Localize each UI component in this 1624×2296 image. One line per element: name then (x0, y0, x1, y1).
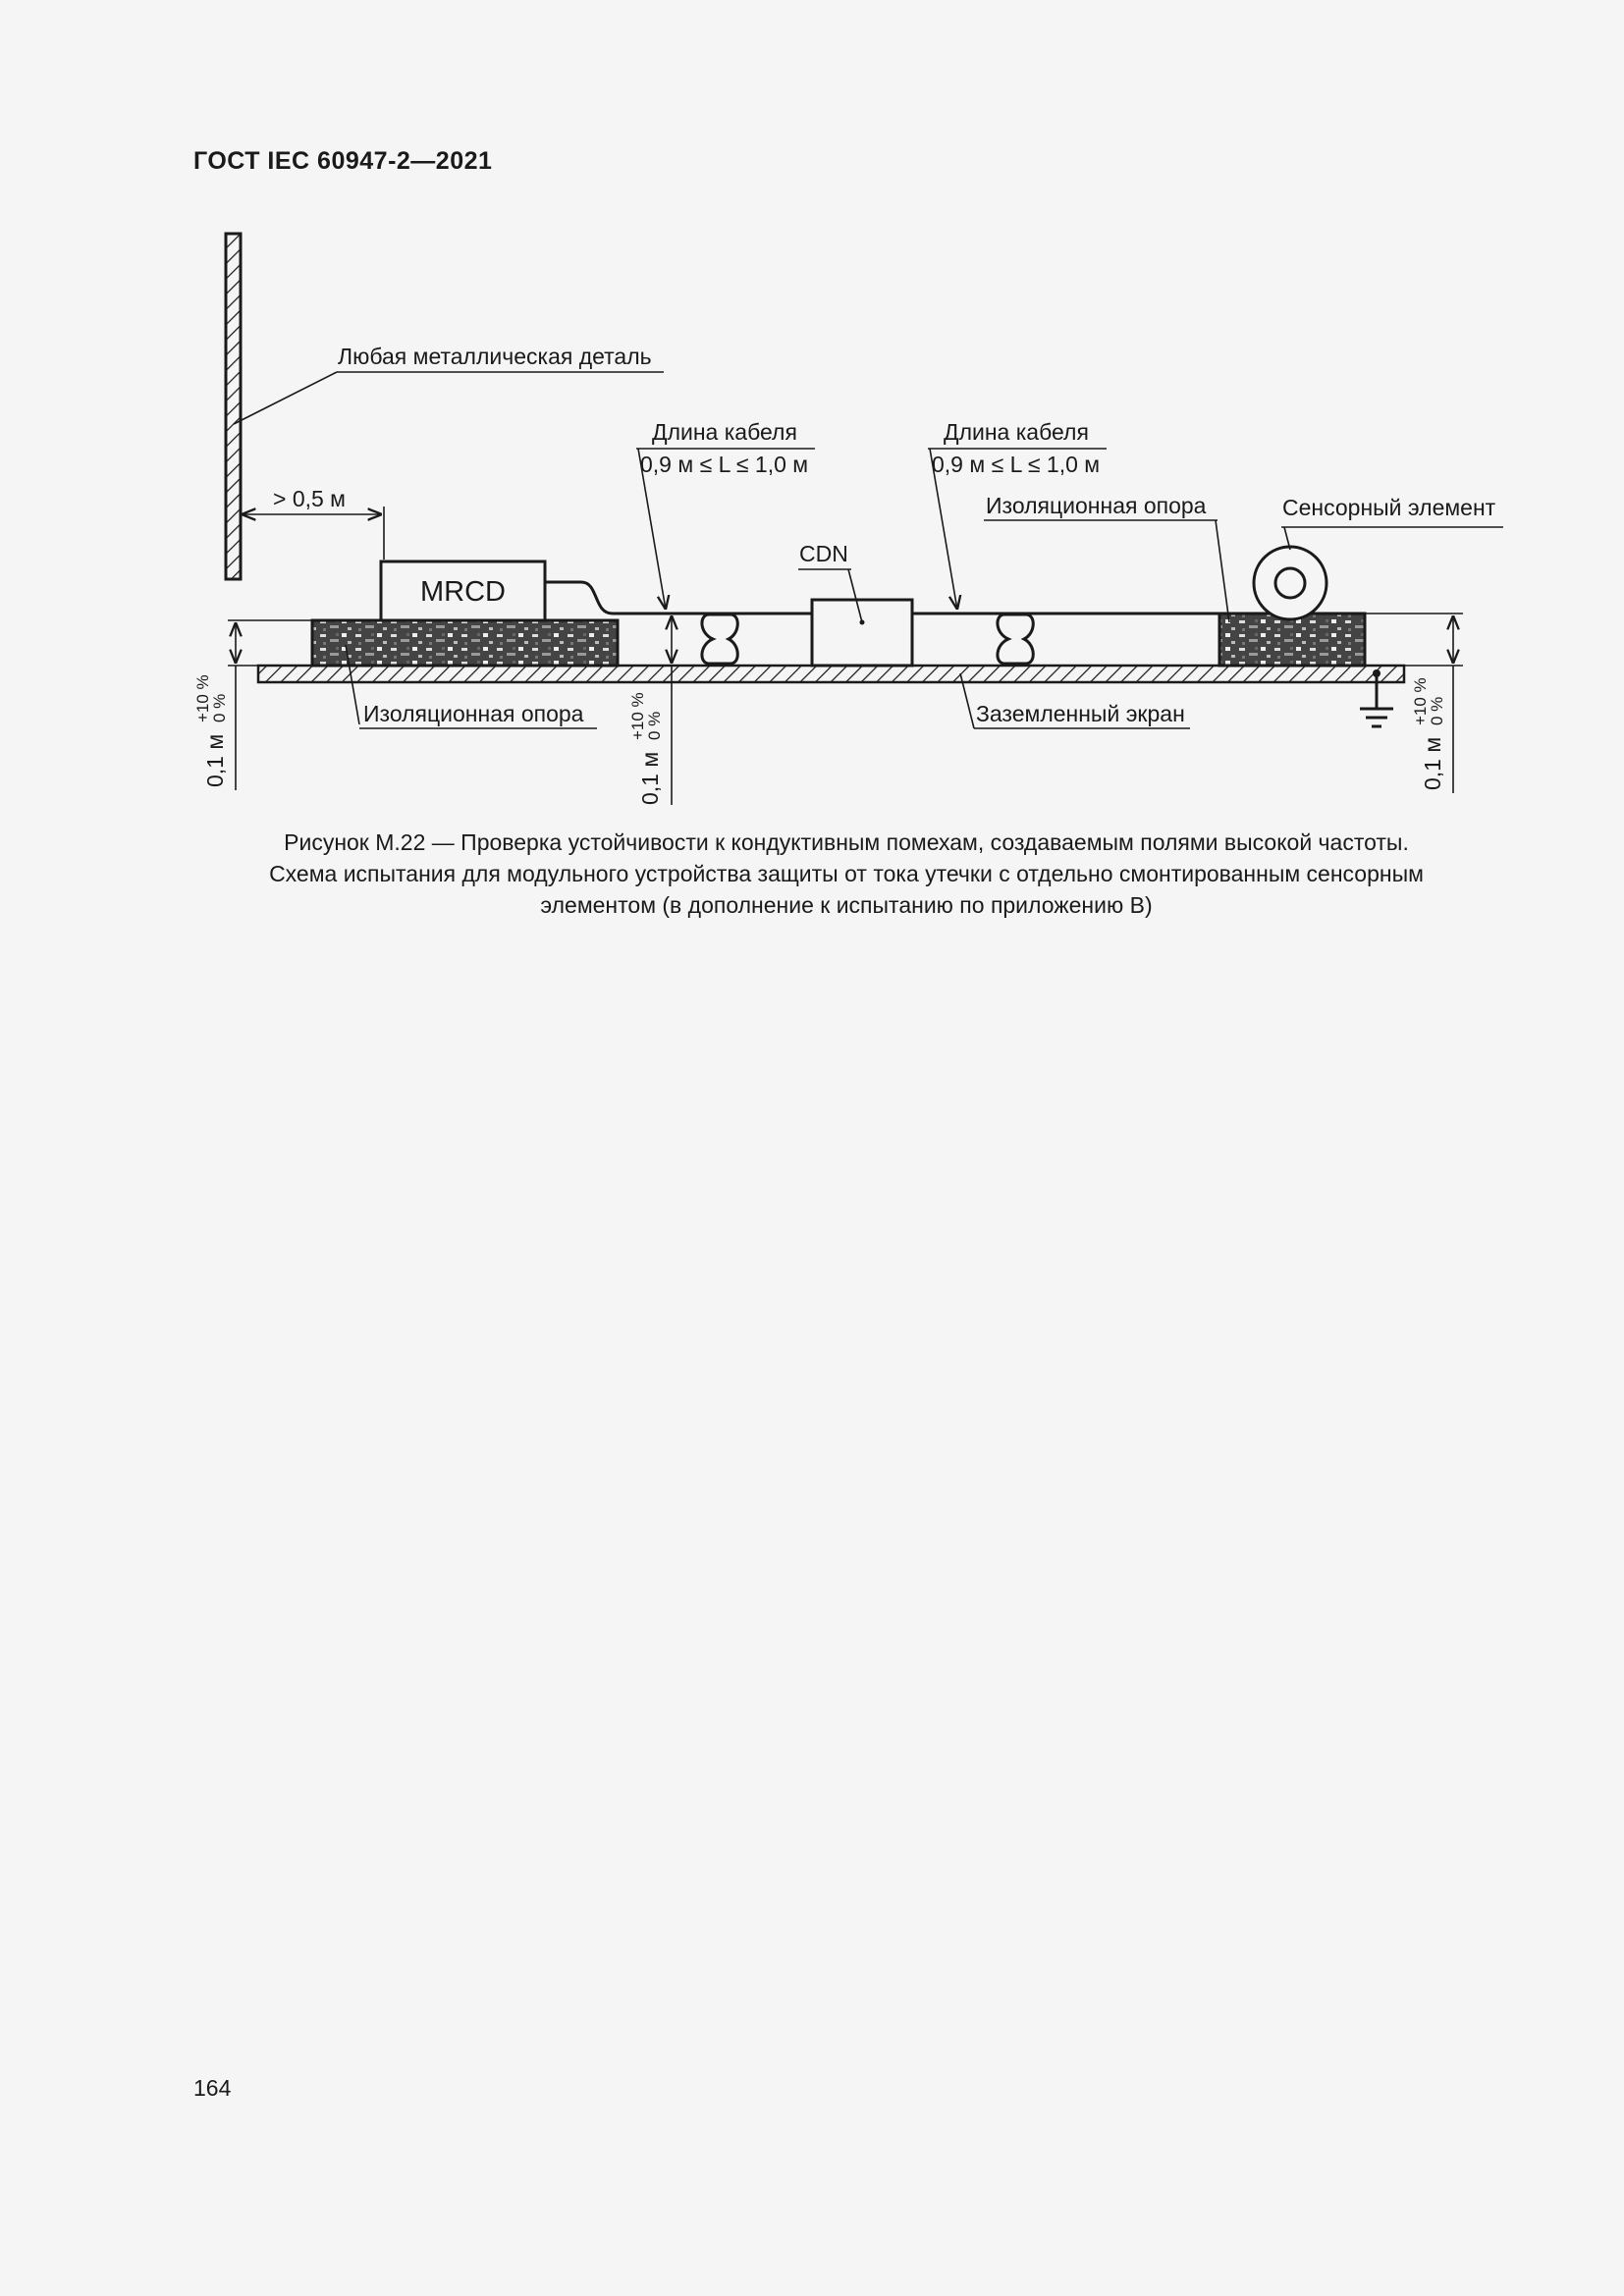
ferrite-clamp-left (702, 614, 737, 664)
grounded-screen-label: Заземленный экран (976, 701, 1185, 726)
cable-length-2-title: Длина кабеля (944, 419, 1089, 445)
grounded-screen (258, 666, 1404, 682)
caption-line-1: Рисунок М.22 — Проверка устойчивости к кондуктивным помехам, создаваемым полями высокой частоты. (284, 829, 1409, 855)
height-right-value: 0,1 м (1420, 736, 1445, 790)
height-mid-text (628, 692, 664, 805)
caption-line-3: элементом (в дополнение к испытанию по приложению В) (540, 892, 1153, 918)
height-right-tol-plus: +10 % (1411, 677, 1430, 725)
height-mid-value: 0,1 м (637, 751, 663, 805)
caption-line-2: Схема испытания для модульного устройства защиты от тока утечки с отдельно смонтированным сенсорным (269, 861, 1424, 886)
height-left-text (193, 674, 229, 787)
document-header: ГОСТ IEC 60947-2—2021 (193, 147, 493, 175)
height-mid-tol-plus: +10 % (628, 692, 647, 740)
test-setup-diagram (0, 0, 1624, 844)
metal-part-label: Любая металлическая деталь (338, 344, 652, 369)
page-number: 164 (193, 2075, 232, 2101)
cdn-box (812, 600, 912, 666)
insulating-top-leader (1216, 520, 1229, 622)
insulating-support-bottom-label: Изоляционная опора (363, 701, 584, 726)
insulating-support-left (312, 620, 618, 666)
cdn-label: CDN (799, 541, 848, 566)
metal-wall (226, 234, 241, 579)
height-left-value: 0,1 м (202, 733, 228, 787)
cable-length-1-range: 0,9 м ≤ L ≤ 1,0 м (640, 452, 809, 477)
metal-part-leader (234, 372, 337, 424)
cable-length-1-title: Длина кабеля (652, 419, 797, 445)
distance-label: > 0,5 м (273, 486, 346, 511)
figure-caption (147, 827, 1545, 921)
height-right-text (1411, 677, 1446, 790)
height-left-tol-plus: +10 % (193, 674, 212, 722)
height-left-tol-zero: 0 % (210, 693, 229, 722)
earth-ground-icon (1360, 709, 1393, 726)
insulating-support-top-label: Изоляционная опора (986, 493, 1207, 518)
mrcd-label: MRCD (420, 576, 506, 608)
height-right-tol-zero: 0 % (1428, 696, 1446, 725)
sensor-inner-ring (1275, 568, 1305, 598)
height-mid-tol-zero: 0 % (645, 711, 664, 740)
sensor-label: Сенсорный элемент (1282, 495, 1496, 520)
insulating-support-right (1219, 614, 1365, 666)
cable-length-2-range: 0,9 м ≤ L ≤ 1,0 м (932, 452, 1101, 477)
ferrite-clamp-right (998, 614, 1033, 664)
